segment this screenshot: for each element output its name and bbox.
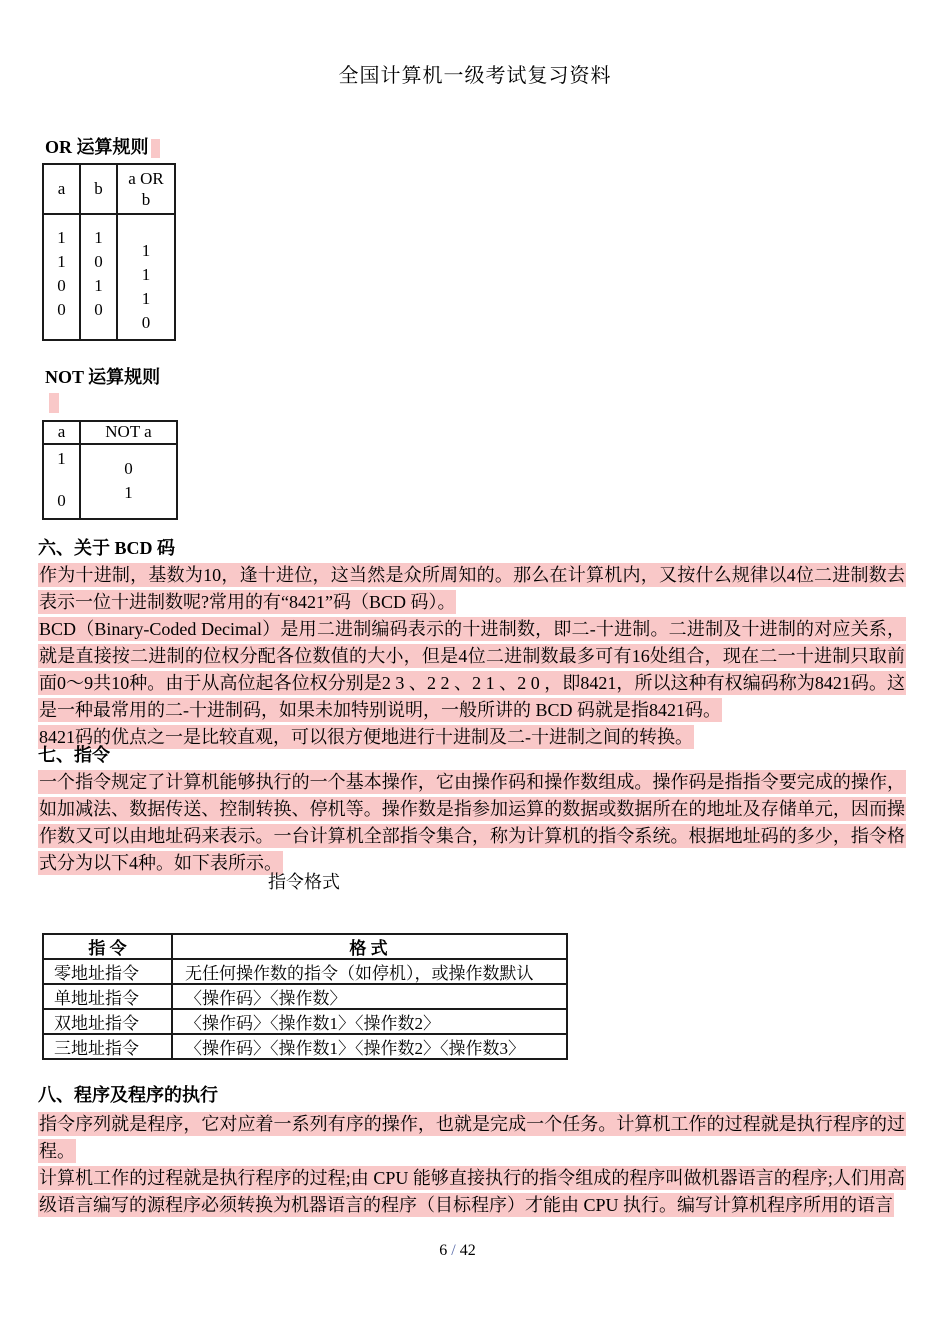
- instruction-name-cell: 零地址指令: [44, 960, 173, 983]
- table-header-row: [44, 935, 566, 958]
- table-row: [44, 983, 566, 1008]
- highlighted-paragraph: 计算机工作的过程就是执行程序的过程;由 CPU 能够直接执行的指令组成的程序叫做机器语言的程序;人们用高级语言编写的源程序必须转换为机器语言的程序（目标程序）才能由 CPU 执行。编写计算机程序所用的语言: [39, 1168, 905, 1215]
- or-b-value: 0: [94, 300, 103, 319]
- or-col-b-header: b: [81, 165, 116, 215]
- page-title: 全国计算机一级考试复习资料: [338, 65, 612, 87]
- instruction-section-heading: 七、指令: [38, 745, 110, 765]
- or-result-value: 1: [141, 241, 151, 260]
- or-a-value: 1: [57, 252, 66, 271]
- or-result-value: 1: [141, 265, 151, 284]
- not-table-col-result: [79, 422, 176, 518]
- instruction-table-caption: 指令格式: [268, 872, 340, 892]
- total-page-count: 42: [459, 1242, 476, 1259]
- not-a-value: 1: [57, 448, 66, 468]
- instruction-format-cell: 〈操作码〉〈操作数〉: [185, 989, 347, 1008]
- column-header-format: 格 式: [349, 939, 388, 958]
- or-result-value: 0: [141, 313, 151, 332]
- or-col-a-header: a: [44, 165, 79, 215]
- highlighted-paragraph: 作为十进制，基数为10，逢十进位，这当然是众所周知的。那么在计算机内，又按什么规律以4位二进制数去表示一位十进制数呢?常用的有“8421”码（BCD 码）。: [39, 565, 905, 612]
- or-b-value: 0: [94, 252, 103, 271]
- not-result-value: 0: [124, 459, 133, 479]
- bcd-section-heading: 六、关于 BCD 码: [38, 538, 176, 558]
- instruction-format-cell: 〈操作码〉〈操作数1〉〈操作数2〉: [185, 1014, 440, 1033]
- highlighted-paragraph: BCD（Binary-Coded Decimal）是用二进制编码表示的十进制数，即二-十进制。二进制及十进制的对应关系，就是直接按二进制的位权分配各位数值的大小，但是4位二进制数最多可有16处组合，现在二一十进制只取前面0～9共10种。由于从高位起各位权分别是2 3 、2 2 、2 1 、2 0 ，即8421，所以这种有权编码称为8421码。这是一种最常用的二-十进制码，如果未加特别说明，一般所讲的 BCD 码就是指8421码。: [39, 619, 905, 720]
- current-page-number: 6: [439, 1242, 448, 1259]
- highlighted-paragraph: 一个指令规定了计算机能够执行的一个基本操作，它由操作码和操作数组成。操作码是指指令要完成的操作，如加减法、数据传送、控制转换、停机等。操作数是指参加运算的数据或数据所在的地址及存储单元，因而操作数又可以由地址码来表示。一台计算机全部指令集合，称为计算机的指令系统。根据地址码的多少，指令格式分为以下4种。如下表所示。: [39, 772, 905, 873]
- or-result-value: 1: [141, 289, 151, 308]
- or-b-value: 1: [94, 276, 103, 295]
- instruction-section-body: [38, 769, 906, 877]
- program-section-body: [38, 1111, 906, 1219]
- bcd-section-body: [38, 562, 906, 751]
- not-a-value: 0: [57, 491, 66, 510]
- or-a-value: 1: [57, 228, 66, 247]
- highlighted-paragraph: 8421码的优点之一是比较直观，可以很方便地进行十进制及二-十进制之间的转换。: [39, 727, 693, 747]
- or-table-col-result: [116, 165, 174, 339]
- or-a-value: 0: [57, 300, 66, 319]
- not-rules-heading: NOT 运算规则: [45, 367, 161, 387]
- highlighted-paragraph: 指令序列就是程序，它对应着一系列有序的操作，也就是完成一个任务。计算机工作的过程就是执行程序的过程。: [39, 1114, 905, 1161]
- instruction-name-cell: 双地址指令: [44, 1010, 173, 1033]
- not-col-a-header: a: [44, 422, 79, 445]
- not-result-header: NOT a: [81, 422, 176, 445]
- or-rules-heading: OR 运算规则: [45, 137, 149, 157]
- program-section-heading: 八、程序及程序的执行: [38, 1085, 218, 1105]
- or-table-col-b: [79, 165, 116, 339]
- highlight-mark: [49, 393, 59, 413]
- table-row: [44, 958, 566, 983]
- not-result-value: 1: [124, 483, 133, 503]
- not-table-col-a: [44, 422, 79, 518]
- or-table-col-a: [44, 165, 79, 339]
- or-result-header: a OR b: [118, 165, 174, 215]
- table-row: [44, 1008, 566, 1033]
- instruction-format-cell: 无任何操作数的指令（如停机），或操作数默认: [185, 964, 534, 983]
- or-a-value: 0: [57, 276, 66, 295]
- instruction-format-table: [42, 933, 568, 1060]
- instruction-name-cell: 单地址指令: [44, 985, 173, 1008]
- page-number: [0, 1240, 915, 1262]
- highlight-mark: [151, 139, 160, 158]
- column-header-instruction: 指 令: [44, 935, 173, 958]
- instruction-format-cell: 〈操作码〉〈操作数1〉〈操作数2〉〈操作数3〉: [185, 1039, 525, 1058]
- page-number-separator: /: [451, 1242, 456, 1259]
- instruction-name-cell: 三地址指令: [44, 1035, 173, 1058]
- or-b-value: 1: [94, 228, 103, 247]
- table-row: [44, 1033, 566, 1058]
- or-truth-table: [42, 163, 176, 341]
- not-truth-table: [42, 420, 178, 520]
